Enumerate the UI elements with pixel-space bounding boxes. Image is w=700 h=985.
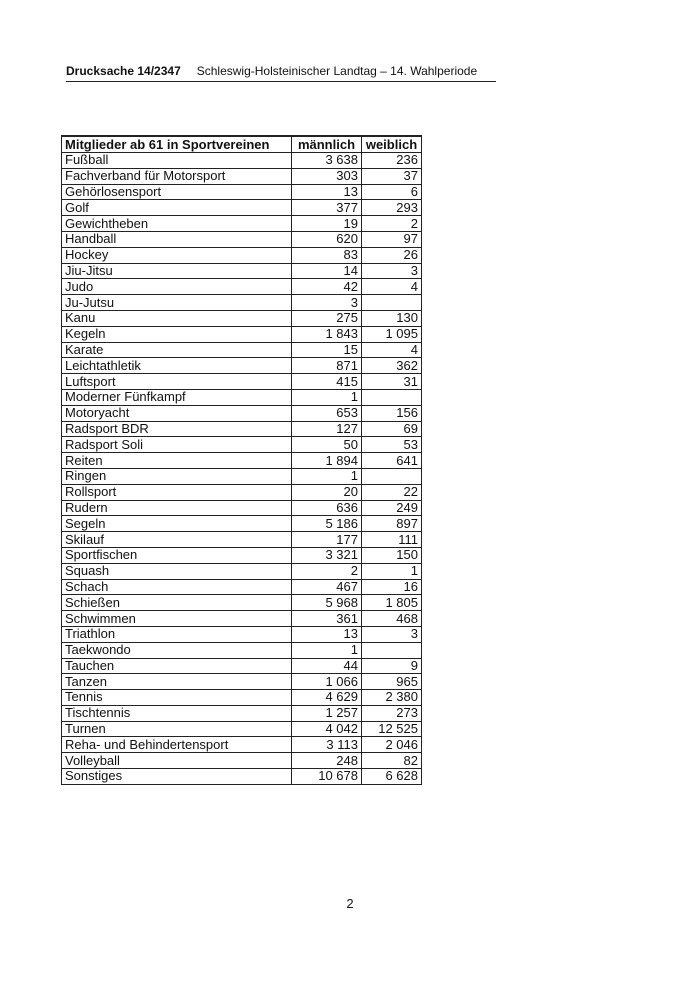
table-row xyxy=(62,247,422,263)
male-count-cell: 83 xyxy=(292,247,362,263)
female-count-cell: 150 xyxy=(362,547,422,563)
male-count-cell: 3 xyxy=(292,295,362,311)
table-row xyxy=(62,516,422,532)
male-count-cell: 275 xyxy=(292,310,362,326)
female-count-cell: 111 xyxy=(362,532,422,548)
male-count-cell: 1 843 xyxy=(292,326,362,342)
sport-name-cell: Reha- und Behindertensport xyxy=(62,737,292,753)
table-row xyxy=(62,358,422,374)
female-count-cell: 53 xyxy=(362,437,422,453)
document-number: Drucksache 14/2347 xyxy=(66,64,181,78)
female-count-cell: 273 xyxy=(362,705,422,721)
female-count-cell: 2 380 xyxy=(362,690,422,706)
male-count-cell: 4 042 xyxy=(292,721,362,737)
sport-name-cell: Fußball xyxy=(62,153,292,169)
female-count-cell: 4 xyxy=(362,279,422,295)
sport-name-cell: Rollsport xyxy=(62,484,292,500)
table-row xyxy=(62,153,422,169)
page-number: 2 xyxy=(346,896,354,911)
table-row xyxy=(62,753,422,769)
sport-name-cell: Gewichtheben xyxy=(62,216,292,232)
sport-name-cell: Schach xyxy=(62,579,292,595)
table-row xyxy=(62,468,422,484)
sport-name-cell: Golf xyxy=(62,200,292,216)
female-count-cell: 965 xyxy=(362,674,422,690)
table-row xyxy=(62,532,422,548)
male-count-cell: 44 xyxy=(292,658,362,674)
table-row xyxy=(62,690,422,706)
page-header xyxy=(66,64,496,78)
male-count-cell: 10 678 xyxy=(292,769,362,785)
female-count-cell: 31 xyxy=(362,374,422,390)
table-row xyxy=(62,263,422,279)
header-rule xyxy=(66,81,496,82)
sport-name-cell: Radsport Soli xyxy=(62,437,292,453)
sport-name-cell: Gehörlosensport xyxy=(62,184,292,200)
table-row xyxy=(62,168,422,184)
table-row xyxy=(62,453,422,469)
female-count-cell: 641 xyxy=(362,453,422,469)
male-count-cell: 620 xyxy=(292,231,362,247)
table-row xyxy=(62,642,422,658)
table-row xyxy=(62,374,422,390)
male-count-cell: 871 xyxy=(292,358,362,374)
female-count-cell: 236 xyxy=(362,153,422,169)
table-row xyxy=(62,626,422,642)
female-count-cell: 3 xyxy=(362,263,422,279)
female-count-cell: 4 xyxy=(362,342,422,358)
table-row xyxy=(62,563,422,579)
male-count-cell: 3 113 xyxy=(292,737,362,753)
female-count-cell: 2 046 xyxy=(362,737,422,753)
sport-name-cell: Luftsport xyxy=(62,374,292,390)
sport-name-cell: Motoryacht xyxy=(62,405,292,421)
table-row xyxy=(62,611,422,627)
female-count-cell: 69 xyxy=(362,421,422,437)
male-count-cell: 5 968 xyxy=(292,595,362,611)
sport-name-cell: Kegeln xyxy=(62,326,292,342)
female-count-cell: 156 xyxy=(362,405,422,421)
table-row xyxy=(62,737,422,753)
female-count-cell: 3 xyxy=(362,626,422,642)
sport-name-cell: Judo xyxy=(62,279,292,295)
male-count-cell: 5 186 xyxy=(292,516,362,532)
male-count-cell: 13 xyxy=(292,626,362,642)
female-count-cell: 1 xyxy=(362,563,422,579)
table-row xyxy=(62,705,422,721)
female-count-cell: 6 628 xyxy=(362,769,422,785)
sport-name-cell: Sonstiges xyxy=(62,769,292,785)
document-title: Schleswig-Holsteinischer Landtag – 14. Wahlperiode xyxy=(196,64,478,78)
male-count-cell: 1 894 xyxy=(292,453,362,469)
sport-name-cell: Hockey xyxy=(62,247,292,263)
table-row xyxy=(62,405,422,421)
sport-name-cell: Handball xyxy=(62,231,292,247)
female-count-cell: 26 xyxy=(362,247,422,263)
female-count-cell xyxy=(362,642,422,658)
table-row xyxy=(62,326,422,342)
female-count-cell: 9 xyxy=(362,658,422,674)
sport-name-cell: Karate xyxy=(62,342,292,358)
male-count-cell: 13 xyxy=(292,184,362,200)
male-count-cell: 415 xyxy=(292,374,362,390)
table-row xyxy=(62,310,422,326)
male-count-cell: 1 xyxy=(292,468,362,484)
male-count-cell: 1 xyxy=(292,642,362,658)
sport-name-cell: Reiten xyxy=(62,453,292,469)
table-row xyxy=(62,500,422,516)
table-row xyxy=(62,295,422,311)
sport-name-cell: Ringen xyxy=(62,468,292,484)
male-count-cell: 19 xyxy=(292,216,362,232)
sport-members-table xyxy=(61,135,422,785)
sport-name-cell: Radsport BDR xyxy=(62,421,292,437)
female-count-cell: 37 xyxy=(362,168,422,184)
sport-name-cell: Turnen xyxy=(62,721,292,737)
sport-name-cell: Volleyball xyxy=(62,753,292,769)
female-count-cell: 82 xyxy=(362,753,422,769)
male-count-cell: 177 xyxy=(292,532,362,548)
female-count-cell xyxy=(362,295,422,311)
sport-name-cell: Sportfischen xyxy=(62,547,292,563)
female-count-cell: 130 xyxy=(362,310,422,326)
sport-name-cell: Schießen xyxy=(62,595,292,611)
table-row xyxy=(62,279,422,295)
column-header-sport: Mitglieder ab 61 in Sportvereinen xyxy=(62,136,292,153)
female-count-cell: 1 805 xyxy=(362,595,422,611)
female-count-cell: 16 xyxy=(362,579,422,595)
table-header-row xyxy=(62,136,422,153)
female-count-cell: 362 xyxy=(362,358,422,374)
male-count-cell: 20 xyxy=(292,484,362,500)
sport-name-cell: Tennis xyxy=(62,690,292,706)
column-header-male: männlich xyxy=(292,136,362,153)
sport-name-cell: Schwimmen xyxy=(62,611,292,627)
sport-name-cell: Tauchen xyxy=(62,658,292,674)
female-count-cell: 293 xyxy=(362,200,422,216)
female-count-cell: 12 525 xyxy=(362,721,422,737)
table-row xyxy=(62,595,422,611)
table-row xyxy=(62,184,422,200)
sport-name-cell: Skilauf xyxy=(62,532,292,548)
table-row xyxy=(62,674,422,690)
male-count-cell: 42 xyxy=(292,279,362,295)
male-count-cell: 2 xyxy=(292,563,362,579)
female-count-cell: 22 xyxy=(362,484,422,500)
table-row xyxy=(62,579,422,595)
table-row xyxy=(62,721,422,737)
sport-name-cell: Tischtennis xyxy=(62,705,292,721)
sport-name-cell: Triathlon xyxy=(62,626,292,642)
female-count-cell xyxy=(362,389,422,405)
table-row xyxy=(62,658,422,674)
column-header-female: weiblich xyxy=(362,136,422,153)
male-count-cell: 248 xyxy=(292,753,362,769)
female-count-cell: 97 xyxy=(362,231,422,247)
female-count-cell: 468 xyxy=(362,611,422,627)
sport-name-cell: Jiu-Jitsu xyxy=(62,263,292,279)
table-row xyxy=(62,389,422,405)
male-count-cell: 467 xyxy=(292,579,362,595)
male-count-cell: 14 xyxy=(292,263,362,279)
sport-name-cell: Segeln xyxy=(62,516,292,532)
table-row xyxy=(62,231,422,247)
sport-name-cell: Tanzen xyxy=(62,674,292,690)
sport-name-cell: Moderner Fünfkampf xyxy=(62,389,292,405)
table-row xyxy=(62,342,422,358)
male-count-cell: 1 xyxy=(292,389,362,405)
table-row xyxy=(62,421,422,437)
sport-name-cell: Rudern xyxy=(62,500,292,516)
sport-name-cell: Kanu xyxy=(62,310,292,326)
male-count-cell: 127 xyxy=(292,421,362,437)
table-row xyxy=(62,200,422,216)
male-count-cell: 303 xyxy=(292,168,362,184)
male-count-cell: 3 321 xyxy=(292,547,362,563)
male-count-cell: 653 xyxy=(292,405,362,421)
male-count-cell: 15 xyxy=(292,342,362,358)
male-count-cell: 1 066 xyxy=(292,674,362,690)
table-row xyxy=(62,437,422,453)
male-count-cell: 361 xyxy=(292,611,362,627)
female-count-cell: 6 xyxy=(362,184,422,200)
male-count-cell: 377 xyxy=(292,200,362,216)
female-count-cell: 2 xyxy=(362,216,422,232)
male-count-cell: 3 638 xyxy=(292,153,362,169)
female-count-cell: 249 xyxy=(362,500,422,516)
female-count-cell: 897 xyxy=(362,516,422,532)
table-row xyxy=(62,484,422,500)
sport-name-cell: Ju-Jutsu xyxy=(62,295,292,311)
table-row xyxy=(62,769,422,785)
male-count-cell: 4 629 xyxy=(292,690,362,706)
male-count-cell: 50 xyxy=(292,437,362,453)
table-row xyxy=(62,216,422,232)
sport-name-cell: Taekwondo xyxy=(62,642,292,658)
sport-name-cell: Squash xyxy=(62,563,292,579)
table-row xyxy=(62,547,422,563)
table-body xyxy=(62,153,422,785)
female-count-cell xyxy=(362,468,422,484)
female-count-cell: 1 095 xyxy=(362,326,422,342)
sport-name-cell: Fachverband für Motorsport xyxy=(62,168,292,184)
male-count-cell: 636 xyxy=(292,500,362,516)
male-count-cell: 1 257 xyxy=(292,705,362,721)
sport-name-cell: Leichtathletik xyxy=(62,358,292,374)
